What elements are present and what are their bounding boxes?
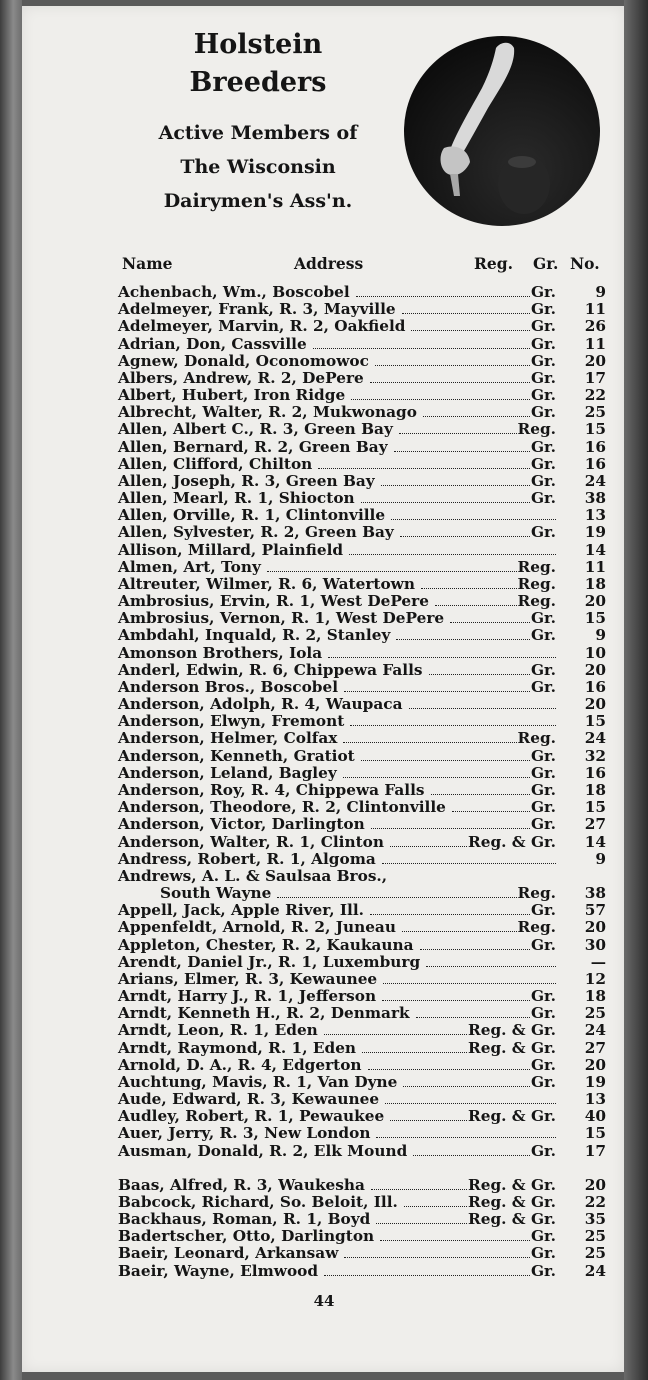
dot-leader bbox=[426, 966, 556, 967]
member-name-address: Ausman, Donald, R. 2, Elk Mound bbox=[118, 1141, 408, 1160]
member-name-address: Babcock, Richard, So. Beloit, Ill. bbox=[118, 1192, 398, 1211]
herd-count: 15 bbox=[584, 1124, 606, 1143]
member-name-address: Aude, Edward, R. 3, Kewaunee bbox=[118, 1090, 380, 1109]
registration-type: Gr. bbox=[530, 1227, 556, 1246]
member-row bbox=[118, 851, 606, 868]
registration-type: Gr. bbox=[530, 351, 556, 370]
member-row bbox=[118, 404, 606, 421]
member-row bbox=[118, 1091, 606, 1108]
member-row bbox=[118, 1177, 606, 1194]
member-listing bbox=[118, 284, 606, 1280]
registration-type: Gr. bbox=[530, 660, 556, 679]
column-header-no: No. bbox=[570, 254, 600, 273]
herd-count: 24 bbox=[584, 1021, 606, 1040]
registration-type: Reg. & Gr. bbox=[468, 1038, 556, 1057]
member-row bbox=[118, 490, 606, 507]
registration-type: Gr. bbox=[530, 901, 556, 920]
registration-type: Reg. bbox=[517, 918, 556, 937]
registration-type: Reg. bbox=[517, 420, 556, 439]
herd-count: 26 bbox=[584, 317, 606, 336]
herd-count: 25 bbox=[584, 1244, 606, 1263]
dot-leader bbox=[344, 1257, 530, 1258]
herd-count: 9 bbox=[595, 626, 606, 645]
title-line-2: Breeders bbox=[189, 67, 327, 98]
member-row bbox=[118, 421, 606, 438]
dot-leader bbox=[380, 1240, 530, 1241]
member-row bbox=[118, 473, 606, 490]
registration-type: Gr. bbox=[530, 1141, 556, 1160]
herd-count: 20 bbox=[584, 660, 606, 679]
milking-photo-image bbox=[404, 36, 600, 226]
member-row bbox=[118, 576, 606, 593]
dot-leader bbox=[324, 1275, 530, 1276]
dot-leader bbox=[362, 1052, 467, 1053]
member-name-address: Anderl, Edwin, R. 6, Chippewa Falls bbox=[118, 660, 423, 679]
member-row bbox=[118, 1245, 606, 1262]
registration-type: Reg. bbox=[517, 592, 556, 611]
member-row bbox=[118, 937, 606, 954]
member-row bbox=[118, 799, 606, 816]
dot-leader bbox=[370, 382, 530, 383]
dot-leader bbox=[399, 433, 517, 434]
member-row bbox=[118, 902, 606, 919]
registration-type: Gr. bbox=[530, 489, 556, 508]
dot-leader bbox=[371, 828, 530, 829]
column-header-reg: Reg. bbox=[474, 254, 513, 273]
herd-count: 19 bbox=[584, 523, 606, 542]
herd-count: 32 bbox=[584, 746, 606, 765]
registration-type: Reg. & Gr. bbox=[468, 1107, 556, 1126]
registration-type: Gr. bbox=[530, 609, 556, 628]
member-row bbox=[118, 1263, 606, 1280]
member-name-address: Allen, Clifford, Chilton bbox=[118, 454, 313, 473]
member-name-address: Adelmeyer, Frank, R. 3, Mayville bbox=[118, 300, 396, 319]
dot-leader bbox=[349, 554, 556, 555]
herd-count: 9 bbox=[595, 283, 606, 301]
dot-leader bbox=[394, 451, 530, 452]
member-row bbox=[118, 1125, 606, 1142]
herd-count: 11 bbox=[584, 334, 606, 353]
registration-type: Gr. bbox=[530, 1244, 556, 1263]
herd-count: 12 bbox=[584, 969, 606, 988]
member-name-address: Appell, Jack, Apple River, Ill. bbox=[118, 901, 364, 920]
herd-count: — bbox=[590, 952, 606, 971]
member-name-address: Arndt, Kenneth H., R. 2, Denmark bbox=[118, 1004, 410, 1023]
dot-leader bbox=[402, 313, 530, 314]
member-name-address: Backhaus, Roman, R. 1, Boyd bbox=[118, 1210, 371, 1229]
member-name-address: Baeir, Leonard, Arkansaw bbox=[118, 1244, 339, 1263]
member-row bbox=[118, 439, 606, 456]
herd-count: 25 bbox=[584, 1227, 606, 1246]
member-name-address: South Wayne bbox=[160, 884, 272, 903]
book-spine bbox=[0, 0, 22, 1380]
member-row bbox=[118, 370, 606, 387]
herd-count: 18 bbox=[584, 987, 606, 1006]
dot-leader bbox=[343, 742, 517, 743]
herd-count: 10 bbox=[584, 643, 606, 662]
member-name-address: Anderson, Adolph, R. 4, Waupaca bbox=[118, 695, 403, 714]
herd-count: 24 bbox=[584, 1261, 606, 1280]
registration-type: Reg. & Gr. bbox=[468, 1210, 556, 1229]
herd-count: 38 bbox=[584, 884, 606, 903]
herd-count: 16 bbox=[584, 454, 606, 473]
dot-leader bbox=[431, 794, 530, 795]
member-row bbox=[118, 868, 606, 885]
member-row bbox=[118, 1211, 606, 1228]
dot-leader bbox=[370, 914, 530, 915]
registration-type: Gr. bbox=[530, 1055, 556, 1074]
registration-type: Gr. bbox=[530, 334, 556, 353]
member-row bbox=[118, 645, 606, 662]
registration-type: Gr. bbox=[530, 1261, 556, 1280]
member-name-address: Arians, Elmer, R. 3, Kewaunee bbox=[118, 969, 378, 988]
herd-count: 40 bbox=[584, 1107, 606, 1126]
member-row bbox=[118, 1143, 606, 1160]
member-name-address: Albrecht, Walter, R. 2, Mukwonago bbox=[118, 403, 417, 422]
herd-count: 20 bbox=[584, 351, 606, 370]
registration-type: Gr. bbox=[530, 935, 556, 954]
member-name-address: Allen, Orville, R. 1, Clintonville bbox=[118, 506, 386, 525]
member-name-address: Anderson, Kenneth, Gratiot bbox=[118, 746, 355, 765]
member-name-address: Arndt, Raymond, R. 1, Eden bbox=[118, 1038, 357, 1057]
dot-leader bbox=[413, 1155, 530, 1156]
member-name-address: Audley, Robert, R. 1, Pewaukee bbox=[118, 1107, 385, 1126]
member-row bbox=[118, 954, 606, 971]
herd-count: 27 bbox=[584, 1038, 606, 1057]
member-name-address: Adrian, Don, Cassville bbox=[118, 334, 307, 353]
dot-leader bbox=[402, 931, 517, 932]
dot-leader bbox=[382, 863, 556, 864]
herd-count: 11 bbox=[584, 557, 606, 576]
member-row bbox=[118, 730, 606, 747]
dot-leader bbox=[385, 1103, 556, 1104]
registration-type: Reg. bbox=[517, 729, 556, 748]
member-name-address: Anderson, Helmer, Colfax bbox=[118, 729, 338, 748]
dot-leader bbox=[411, 330, 530, 331]
member-name-address: Arendt, Daniel Jr., R. 1, Luxemburg bbox=[118, 952, 421, 971]
member-name-address: Appenfeldt, Arnold, R. 2, Juneau bbox=[118, 918, 396, 937]
member-name-address: Allen, Mearl, R. 1, Shiocton bbox=[118, 489, 355, 508]
herd-count: 14 bbox=[584, 832, 606, 851]
member-row bbox=[118, 507, 606, 524]
dot-leader bbox=[381, 485, 530, 486]
member-name-address: Almen, Art, Tony bbox=[118, 557, 261, 576]
herd-count: 9 bbox=[595, 849, 606, 868]
member-name-address: Anderson Bros., Boscobel bbox=[118, 677, 339, 696]
herd-count: 24 bbox=[584, 471, 606, 490]
dot-leader bbox=[423, 416, 530, 417]
dot-leader bbox=[375, 365, 530, 366]
registration-type: Gr. bbox=[530, 283, 556, 301]
member-name-address: Anderson, Elwyn, Fremont bbox=[118, 712, 345, 731]
member-row bbox=[118, 885, 606, 902]
registration-type: Reg. bbox=[517, 557, 556, 576]
registration-type: Gr. bbox=[530, 987, 556, 1006]
member-name-address: Ambrosius, Ervin, R. 1, West DePere bbox=[118, 592, 429, 611]
member-name-address: Auchtung, Mavis, R. 1, Van Dyne bbox=[118, 1072, 398, 1091]
member-row bbox=[118, 1074, 606, 1091]
milking-photo bbox=[404, 36, 600, 226]
herd-count: 13 bbox=[584, 506, 606, 525]
dot-leader bbox=[391, 519, 556, 520]
dot-leader bbox=[328, 657, 556, 658]
registration-type: Gr. bbox=[530, 368, 556, 387]
herd-count: 25 bbox=[584, 1004, 606, 1023]
member-row bbox=[118, 748, 606, 765]
dot-leader bbox=[277, 897, 517, 898]
member-row bbox=[118, 1108, 606, 1125]
registration-type: Gr. bbox=[530, 763, 556, 782]
herd-count: 18 bbox=[584, 574, 606, 593]
registration-type: Gr. bbox=[530, 1004, 556, 1023]
herd-count: 20 bbox=[584, 1055, 606, 1074]
dot-leader bbox=[390, 846, 467, 847]
herd-count: 24 bbox=[584, 729, 606, 748]
member-row bbox=[118, 559, 606, 576]
member-name-address: Achenbach, Wm., Boscobel bbox=[118, 283, 350, 301]
registration-type: Gr. bbox=[530, 300, 556, 319]
member-name-address: Andress, Robert, R. 1, Algoma bbox=[118, 849, 376, 868]
page-edge bbox=[624, 0, 648, 1380]
member-row bbox=[118, 1194, 606, 1211]
dot-leader bbox=[390, 1120, 467, 1121]
member-name-address: Allen, Albert C., R. 3, Green Bay bbox=[118, 420, 393, 439]
herd-count: 15 bbox=[584, 712, 606, 731]
column-header-name: Name bbox=[122, 254, 173, 273]
member-name-address: Albers, Andrew, R. 2, DePere bbox=[118, 368, 364, 387]
member-row bbox=[118, 834, 606, 851]
member-row bbox=[118, 1040, 606, 1057]
dot-leader bbox=[344, 691, 530, 692]
herd-count: 38 bbox=[584, 489, 606, 508]
registration-type: Reg. bbox=[517, 884, 556, 903]
section-gap bbox=[118, 1160, 606, 1177]
member-name-address: Arndt, Harry J., R. 1, Jefferson bbox=[118, 987, 377, 1006]
member-name-address: Baas, Alfred, R. 3, Waukesha bbox=[118, 1175, 365, 1194]
dot-leader bbox=[429, 674, 530, 675]
member-name-address: Ambdahl, Inquald, R. 2, Stanley bbox=[118, 626, 391, 645]
herd-count: 35 bbox=[584, 1210, 606, 1229]
herd-count: 16 bbox=[584, 763, 606, 782]
page-heading bbox=[140, 26, 376, 218]
registration-type: Gr. bbox=[530, 815, 556, 834]
registration-type: Reg. & Gr. bbox=[468, 832, 556, 851]
herd-count: 20 bbox=[584, 918, 606, 937]
member-row bbox=[118, 816, 606, 833]
member-row bbox=[118, 542, 606, 559]
member-name-address: Arndt, Leon, R. 1, Eden bbox=[118, 1021, 318, 1040]
member-row bbox=[118, 713, 606, 730]
dot-leader bbox=[313, 348, 530, 349]
dot-leader bbox=[420, 949, 530, 950]
member-name-address: Allen, Bernard, R. 2, Green Bay bbox=[118, 437, 388, 456]
dot-leader bbox=[450, 622, 530, 623]
member-name-address: Agnew, Donald, Oconomowoc bbox=[118, 351, 369, 370]
member-row bbox=[118, 662, 606, 679]
registration-type: Gr. bbox=[530, 780, 556, 799]
member-name-address: Andrews, A. L. & Saulsaa Bros., bbox=[118, 866, 388, 885]
dot-leader bbox=[324, 1034, 467, 1035]
registration-type: Gr. bbox=[530, 454, 556, 473]
dot-leader bbox=[356, 296, 530, 297]
herd-count: 27 bbox=[584, 815, 606, 834]
member-row bbox=[118, 353, 606, 370]
dot-leader bbox=[376, 1223, 467, 1224]
dot-leader bbox=[416, 1017, 530, 1018]
member-row bbox=[118, 919, 606, 936]
dot-leader bbox=[421, 588, 517, 589]
subtitle-line-1: Active Members of bbox=[158, 122, 358, 144]
herd-count: 25 bbox=[584, 403, 606, 422]
registration-type: Gr. bbox=[530, 437, 556, 456]
registration-type: Gr. bbox=[530, 1072, 556, 1091]
dot-leader bbox=[400, 536, 530, 537]
herd-count: 20 bbox=[584, 1175, 606, 1194]
member-row bbox=[118, 679, 606, 696]
herd-count: 22 bbox=[584, 386, 606, 405]
subtitle-line-3: Dairymen's Ass'n. bbox=[163, 190, 353, 212]
member-row bbox=[118, 971, 606, 988]
member-row bbox=[118, 782, 606, 799]
registration-type: Reg. & Gr. bbox=[468, 1175, 556, 1194]
herd-count: 57 bbox=[584, 901, 606, 920]
herd-count: 19 bbox=[584, 1072, 606, 1091]
member-row bbox=[118, 610, 606, 627]
herd-count: 17 bbox=[584, 368, 606, 387]
member-row bbox=[118, 1022, 606, 1039]
member-row bbox=[118, 1228, 606, 1245]
member-name-address: Ambrosius, Vernon, R. 1, West DePere bbox=[118, 609, 445, 628]
dot-leader bbox=[361, 760, 530, 761]
title-line-1: Holstein bbox=[193, 29, 323, 60]
member-row bbox=[118, 284, 606, 301]
herd-count: 20 bbox=[584, 695, 606, 714]
member-name-address: Appleton, Chester, R. 2, Kaukauna bbox=[118, 935, 414, 954]
registration-type: Gr. bbox=[530, 471, 556, 490]
registration-type: Gr. bbox=[530, 317, 556, 336]
registration-type: Gr. bbox=[530, 746, 556, 765]
member-row bbox=[118, 456, 606, 473]
member-row bbox=[118, 988, 606, 1005]
member-row bbox=[118, 1005, 606, 1022]
dot-leader bbox=[368, 1069, 530, 1070]
dot-leader bbox=[350, 725, 556, 726]
herd-count: 13 bbox=[584, 1090, 606, 1109]
member-name-address: Anderson, Victor, Darlington bbox=[118, 815, 365, 834]
member-row bbox=[118, 1057, 606, 1074]
herd-count: 14 bbox=[584, 540, 606, 559]
member-name-address: Anderson, Walter, R. 1, Clinton bbox=[118, 832, 384, 851]
herd-count: 11 bbox=[584, 300, 606, 319]
member-row bbox=[118, 696, 606, 713]
member-name-address: Badertscher, Otto, Darlington bbox=[118, 1227, 375, 1246]
registration-type: Reg. & Gr. bbox=[468, 1192, 556, 1211]
page-number: 44 bbox=[313, 1292, 335, 1310]
subtitle-line-2: The Wisconsin bbox=[180, 156, 336, 178]
herd-count: 22 bbox=[584, 1192, 606, 1211]
herd-count: 16 bbox=[584, 677, 606, 696]
dot-leader bbox=[452, 811, 530, 812]
column-header-address: Address bbox=[294, 254, 364, 273]
member-name-address: Anderson, Leland, Bagley bbox=[118, 763, 337, 782]
member-name-address: Allen, Joseph, R. 3, Green Bay bbox=[118, 471, 375, 490]
dot-leader bbox=[403, 1086, 530, 1087]
member-name-address: Amonson Brothers, Iola bbox=[118, 643, 323, 662]
member-row bbox=[118, 627, 606, 644]
dot-leader bbox=[318, 468, 530, 469]
herd-count: 20 bbox=[584, 592, 606, 611]
member-row bbox=[118, 387, 606, 404]
member-name-address: Allison, Millard, Plainfield bbox=[118, 540, 344, 559]
member-name-address: Albert, Hubert, Iron Ridge bbox=[118, 386, 346, 405]
herd-count: 17 bbox=[584, 1141, 606, 1160]
dot-leader bbox=[351, 399, 530, 400]
member-name-address: Baeir, Wayne, Elmwood bbox=[118, 1261, 319, 1280]
dot-leader bbox=[383, 983, 556, 984]
member-name-address: Auer, Jerry, R. 3, New London bbox=[118, 1124, 371, 1143]
dot-leader bbox=[371, 1189, 467, 1190]
member-row bbox=[118, 318, 606, 335]
herd-count: 15 bbox=[584, 420, 606, 439]
member-row bbox=[118, 593, 606, 610]
dot-leader bbox=[361, 502, 530, 503]
member-row bbox=[118, 301, 606, 318]
registration-type: Gr. bbox=[530, 677, 556, 696]
registration-type: Gr. bbox=[530, 523, 556, 542]
member-name-address: Anderson, Theodore, R. 2, Clintonville bbox=[118, 798, 446, 817]
member-row bbox=[118, 524, 606, 541]
member-name-address: Arnold, D. A., R. 4, Edgerton bbox=[118, 1055, 362, 1074]
registration-type: Reg. bbox=[517, 574, 556, 593]
herd-count: 15 bbox=[584, 798, 606, 817]
dot-leader bbox=[376, 1137, 556, 1138]
member-name-address: Allen, Sylvester, R. 2, Green Bay bbox=[118, 523, 394, 542]
dot-leader bbox=[382, 1000, 530, 1001]
member-name-address: Anderson, Roy, R. 4, Chippewa Falls bbox=[118, 780, 425, 799]
herd-count: 18 bbox=[584, 780, 606, 799]
herd-count: 30 bbox=[584, 935, 606, 954]
herd-count: 15 bbox=[584, 609, 606, 628]
registration-type: Gr. bbox=[530, 626, 556, 645]
member-name-address: Adelmeyer, Marvin, R. 2, Oakfield bbox=[118, 317, 406, 336]
dot-leader bbox=[396, 639, 530, 640]
registration-type: Gr. bbox=[530, 386, 556, 405]
member-row bbox=[118, 336, 606, 353]
registration-type: Reg. & Gr. bbox=[468, 1021, 556, 1040]
dot-leader bbox=[435, 605, 517, 606]
dot-leader bbox=[343, 777, 530, 778]
registration-type: Gr. bbox=[530, 403, 556, 422]
column-header-gr: Gr. bbox=[533, 254, 559, 273]
member-name-address: Altreuter, Wilmer, R. 6, Watertown bbox=[118, 574, 415, 593]
dot-leader bbox=[267, 571, 517, 572]
herd-count: 16 bbox=[584, 437, 606, 456]
dot-leader bbox=[404, 1206, 467, 1207]
member-row bbox=[118, 765, 606, 782]
dot-leader bbox=[409, 708, 556, 709]
registration-type: Gr. bbox=[530, 798, 556, 817]
